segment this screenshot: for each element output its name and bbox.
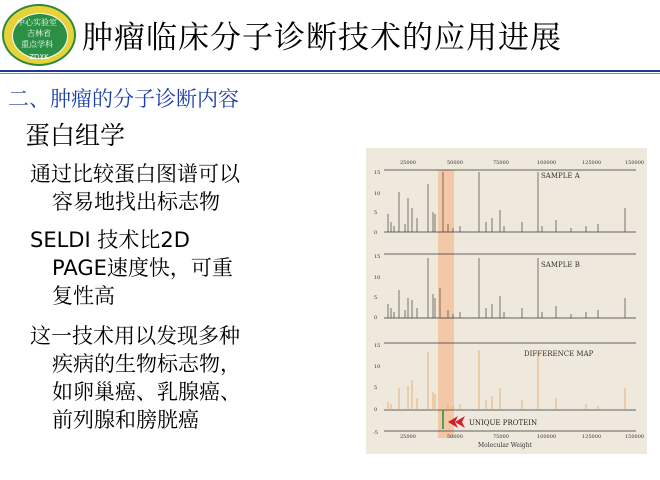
logo-abbr: ZDXK	[29, 53, 49, 61]
subheading: 蛋白组学	[25, 121, 126, 150]
bullet-3-line3: 如卵巢癌、乳腺癌、	[52, 380, 241, 404]
bullet-2-line1: SELDI 技术比2D	[30, 228, 190, 252]
bullet-2	[30, 226, 233, 310]
panel-a-ytick: 5	[374, 210, 378, 216]
diff-ytick: 15	[374, 343, 381, 349]
logo-text-line2: 吉林省	[27, 29, 51, 38]
top-tick-label: 50000	[447, 160, 463, 166]
panel-a-ytick: 10	[374, 191, 381, 197]
diff-map-label: DIFFERENCE MAP	[524, 350, 594, 358]
spectra-svg	[366, 148, 647, 454]
panel-a-ytick: 0	[374, 230, 378, 236]
bullet-3-line4: 前列腺和膀胱癌	[52, 408, 199, 432]
top-tick-label: 150000	[625, 160, 645, 166]
bottom-tick-label: 100000	[537, 434, 557, 440]
panel-b-ytick: 0	[374, 315, 378, 321]
bullet-1-line2: 容易地找出标志物	[52, 190, 220, 214]
bottom-tick-label: 150000	[625, 434, 645, 440]
top-tick-label: 125000	[582, 160, 602, 166]
bullet-1	[30, 160, 240, 216]
diff-ytick: 0	[374, 407, 378, 413]
bottom-tick-label: 50000	[447, 434, 463, 440]
unique-protein-label: UNIQUE PROTEIN	[469, 419, 538, 427]
panel-b-ytick: 10	[374, 275, 381, 281]
bullet-2-line2: PAGE速度快，可重	[52, 256, 233, 280]
bullet-3-line1: 这一技术用以发现多种	[30, 324, 240, 348]
page-title: 肿瘤临床分子诊断技术的应用进展	[82, 20, 562, 56]
panel-b-ytick: 15	[374, 254, 381, 260]
bullet-1-line1: 通过比较蛋白图谱可以	[30, 162, 240, 186]
panel-b-label: SAMPLE B	[541, 261, 580, 269]
logo	[2, 4, 76, 66]
panel-a-peaks	[388, 172, 625, 232]
bullet-3-line2: 疾病的生物标志物，	[52, 352, 241, 376]
x-axis-label: Molecular Weight	[478, 442, 532, 449]
diff-ytick: 5	[374, 385, 378, 391]
panel-a-ytick: 15	[374, 170, 381, 176]
panel-a-label: SAMPLE A	[541, 172, 580, 180]
top-tick-label: 25000	[400, 160, 416, 166]
bullet-3	[30, 322, 241, 434]
seldi-spectra-figure	[366, 148, 647, 454]
bottom-tick-label: 25000	[400, 434, 416, 440]
top-tick-label: 100000	[537, 160, 557, 166]
panel-b-ytick: 5	[374, 295, 378, 301]
diff-peaks	[388, 350, 625, 410]
panel-b-peaks	[388, 258, 625, 318]
section-heading: 二、肿瘤的分子诊断内容	[8, 87, 239, 111]
diff-ytick: 10	[374, 364, 381, 370]
title-divider	[0, 70, 660, 72]
bullet-2-line3: 复性高	[52, 284, 115, 308]
diff-ytick: -5	[373, 430, 378, 436]
bottom-tick-label: 125000	[582, 434, 602, 440]
bottom-tick-label: 75000	[493, 434, 509, 440]
logo-text-line3: 重点学科	[21, 40, 53, 49]
top-tick-label: 75000	[493, 160, 509, 166]
title-divider-thin	[0, 73, 660, 74]
logo-text-line1: 中心实验室	[17, 18, 57, 27]
